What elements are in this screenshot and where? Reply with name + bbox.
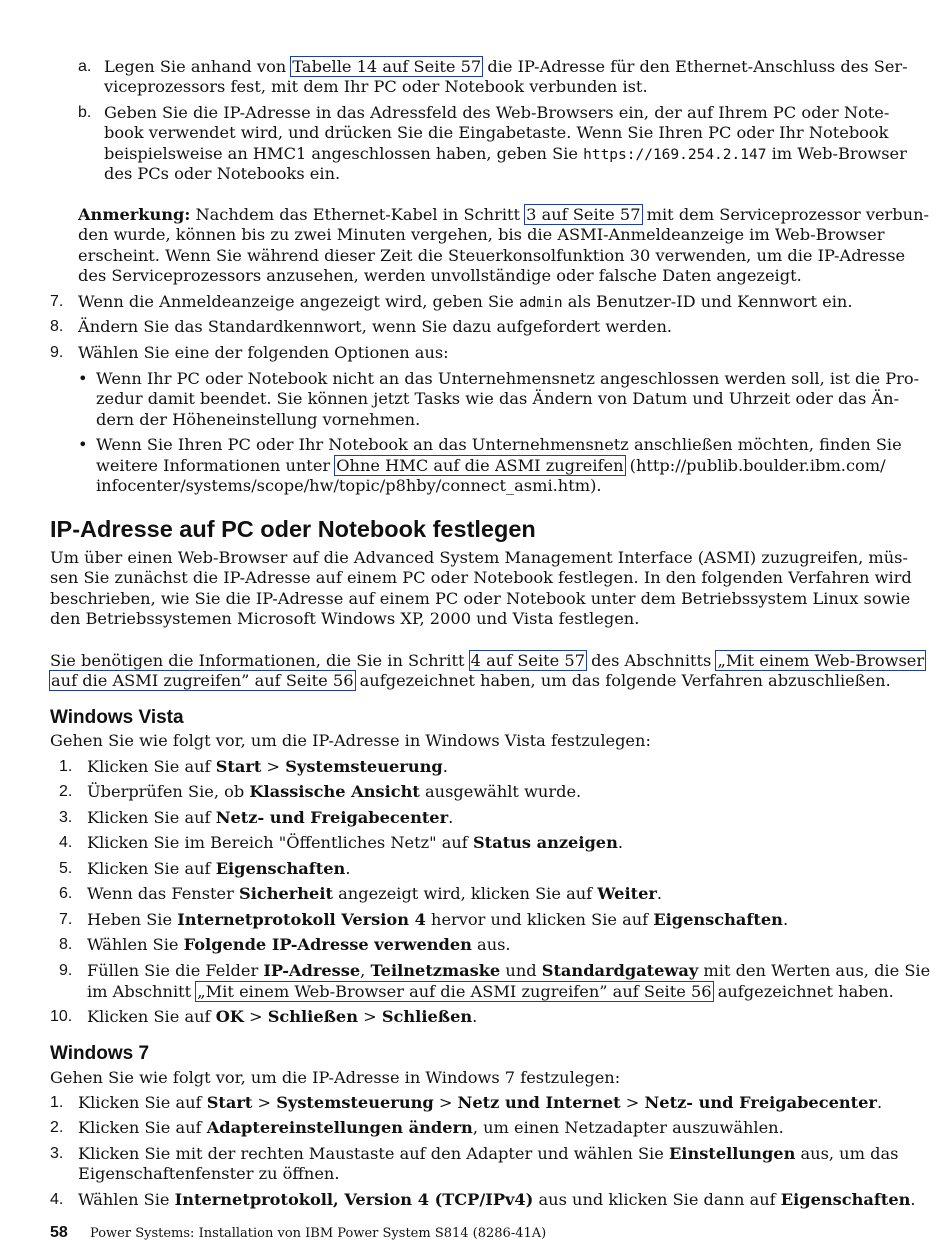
step-number: 1. [59,758,73,775]
link-step-3[interactable]: 3 auf Seite 57 [526,205,641,224]
win7-step-3-line-2: Eigenschaftenfenster zu öffnen. [78,1164,340,1183]
link-web-browser-asmi[interactable]: „Mit einem Web-Browser [717,651,925,670]
bullet-1-line-2: zedur damit beendet. Sie können jetzt Tasks wie das Ändern von Datum und Uhrzeit oder das Än- [96,389,900,408]
step-number: 7. [59,911,73,928]
step-a-line-1: Legen Sie anhand von Tabelle 14 auf Seite 57 die IP-Adresse für den Ethernet-Anschluss des Ser- [104,57,908,76]
vista-step-6: Wenn das Fenster Sicherheit angezeigt wird, klicken Sie auf Weiter. [87,884,663,903]
step-b-line-4: des PCs oder Notebooks ein. [104,164,341,183]
step-number: 1. [50,1094,64,1111]
step-number: 4. [59,834,73,851]
vista-step-7: Heben Sie Internetprotokoll Version 4 hervor und klicken Sie auf Eigenschaften. [87,910,789,929]
vista-step-2: Überprüfen Sie, ob Klassische Ansicht ausgewählt wurde. [87,782,582,801]
step-number: 9. [50,344,64,361]
link-web-browser-asmi-cont[interactable]: auf die ASMI zugreifen” auf Seite 56 [51,671,354,690]
step-number: 6. [59,885,73,902]
link-web-browser-asmi-vista[interactable]: „Mit einem Web-Browser auf die ASMI zugreifen” auf Seite 56 [197,982,712,1001]
win7-step-2: Klicken Sie auf Adaptereinstellungen ändern, um einen Netzadapter auszuwählen. [78,1118,784,1137]
intro-line-2: sen Sie zunächst die IP-Adresse auf einem PC oder Notebook festlegen. In den folgenden Verfahren wird [50,568,912,587]
step-8-text: Ändern Sie das Standardkennwort, wenn Sie dazu aufgefordert werden. [78,317,673,336]
vista-step-10: Klicken Sie auf OK > Schließen > Schließen. [87,1007,478,1026]
step-number: 4. [50,1191,64,1208]
step-a-line-2: viceprozessors fest, mit dem Ihr PC oder Notebook verbunden ist. [104,77,648,96]
vista-step-4: Klicken Sie im Bereich "Öffentliches Netz" auf Status anzeigen. [87,833,624,852]
note-label: Anmerkung: [78,205,191,224]
step-number: 10. [50,1008,73,1025]
link-step-4[interactable]: 4 auf Seite 57 [470,651,586,670]
step-marker: b. [78,104,92,121]
vista-heading: Windows Vista [50,707,184,728]
vista-intro: Gehen Sie wie folgt vor, um die IP-Adresse in Windows Vista festzulegen: [50,731,651,750]
note-line-2: den wurde, können bis zu zwei Minuten vergehen, bis die ASMI-Anmeldeanzeige im Web-Browser [78,225,885,244]
ip-address-code: https://169.254.2.147 [583,147,767,163]
bullet-1-line-1: Wenn Ihr PC oder Notebook nicht an das Unternehmensnetz angeschlossen werden soll, ist die Pro- [96,369,920,388]
intro-line-1: Um über einen Web-Browser auf die Advanced System Management Interface (ASMI) zuzugreifen, müs- [50,548,908,567]
bullet-marker: • [78,369,88,388]
note-line-4: des Serviceprozessors anzusehen, werden unvollständige oder falsche Daten angezeigt. [78,266,802,285]
step-b-line-1: Geben Sie die IP-Adresse in das Adressfeld des Web-Browsers ein, der auf Ihrem PC oder Note- [104,103,890,122]
admin-code: admin [518,295,563,311]
win7-step-4: Wählen Sie Internetprotokoll, Version 4 (TCP/IPv4) aus und klicken Sie dann auf Eigenschaften. [78,1190,916,1209]
step-number: 7. [50,293,64,310]
vista-step-3: Klicken Sie auf Netz- und Freigabecenter. [87,808,454,827]
step-number: 2. [50,1119,64,1136]
note-line-3: erscheint. Wenn Sie während dieser Zeit die Steuerkonsolfunktion 30 verwenden, um die IP-Adresse [78,246,906,265]
vista-step-8: Wählen Sie Folgende IP-Adresse verwenden aus. [87,935,511,954]
win7-heading: Windows 7 [50,1043,150,1064]
win7-intro: Gehen Sie wie folgt vor, um die IP-Adresse in Windows 7 festzulegen: [50,1068,621,1087]
vista-step-5: Klicken Sie auf Eigenschaften. [87,859,351,878]
step-b-line-3: beispielsweise an HMC1 angeschlossen haben, geben Sie https://169.254.2.147 im Web-Browser [104,144,907,163]
win7-step-1: Klicken Sie auf Start > Systemsteuerung > Netz und Internet > Netz- und Freigabecenter. [78,1093,883,1112]
vista-step-1: Klicken Sie auf Start > Systemsteuerung. [87,757,448,776]
intro-line-3: beschrieben, wie Sie die IP-Adresse auf einem PC oder Notebook unter dem Betriebssystem Linux sowie [50,589,911,608]
prereq-line-1: Sie benötigen die Informationen, die Sie in Schritt 4 auf Seite 57 des Abschnitts „Mit einem Web-Browser [50,651,925,670]
vista-step-9-line-1: Füllen Sie die Felder IP-Adresse, Teilnetzmaske und Standardgateway mit den Werten aus, die Sie [87,961,931,980]
step-number: 8. [59,936,73,953]
step-b-line-2: book verwendet wird, und drücken Sie die Eingabetaste. Wenn Sie Ihren PC oder Ihr Notebook [104,123,889,142]
step-number: 5. [59,860,73,877]
bullet-2-line-3: infocenter/systems/scope/hw/topic/p8hby/connect_asmi.htm). [96,476,602,495]
step-number: 3. [59,809,73,826]
footer-title: Power Systems: Installation von IBM Power System S814 (8286-41A) [90,1226,547,1241]
note-line-1: Anmerkung: Nachdem das Ethernet-Kabel in Schritt 3 auf Seite 57 mit dem Serviceprozessor verbun- [78,205,929,224]
section-heading: IP-Adresse auf PC oder Notebook festlegen [50,516,536,542]
step-number: 9. [59,962,73,979]
vista-step-9-line-2: im Abschnitt „Mit einem Web-Browser auf die ASMI zugreifen” auf Seite 56 aufgezeichnet haben. [87,982,894,1001]
win7-step-3-line-1: Klicken Sie mit der rechten Maustaste auf den Adapter und wählen Sie Einstellungen aus, um das [78,1144,899,1163]
step-number: 2. [59,783,73,800]
bullet-marker: • [78,435,88,454]
link-table-14[interactable]: Tabelle 14 auf Seite 57 [292,57,482,76]
step-marker: a. [78,58,92,75]
bullet-1-line-3: dern der Höheneinstellung vornehmen. [96,410,421,429]
intro-line-4: den Betriebssystemen Microsoft Windows XP, 2000 und Vista festlegen. [50,609,640,628]
bullet-2-line-2: weitere Informationen unter Ohne HMC auf die ASMI zugreifen (http://publib.boulder.ibm.com/ [96,456,886,475]
step-number: 8. [50,318,64,335]
step-number: 3. [50,1145,64,1162]
step-9-text: Wählen Sie eine der folgenden Optionen aus: [78,343,449,362]
page-number: 58 [50,1224,68,1241]
link-asmi-without-hmc[interactable]: Ohne HMC auf die ASMI zugreifen [336,456,624,475]
step-7-text: Wenn die Anmeldeanzeige angezeigt wird, geben Sie admin als Benutzer-ID und Kennwort ein. [78,292,853,311]
prereq-line-2: auf die ASMI zugreifen” auf Seite 56 aufgezeichnet haben, um das folgende Verfahren abzuschließen. [51,671,891,690]
bullet-2-line-1: Wenn Sie Ihren PC oder Ihr Notebook an das Unternehmensnetz anschließen möchten, finden Sie [96,435,902,454]
